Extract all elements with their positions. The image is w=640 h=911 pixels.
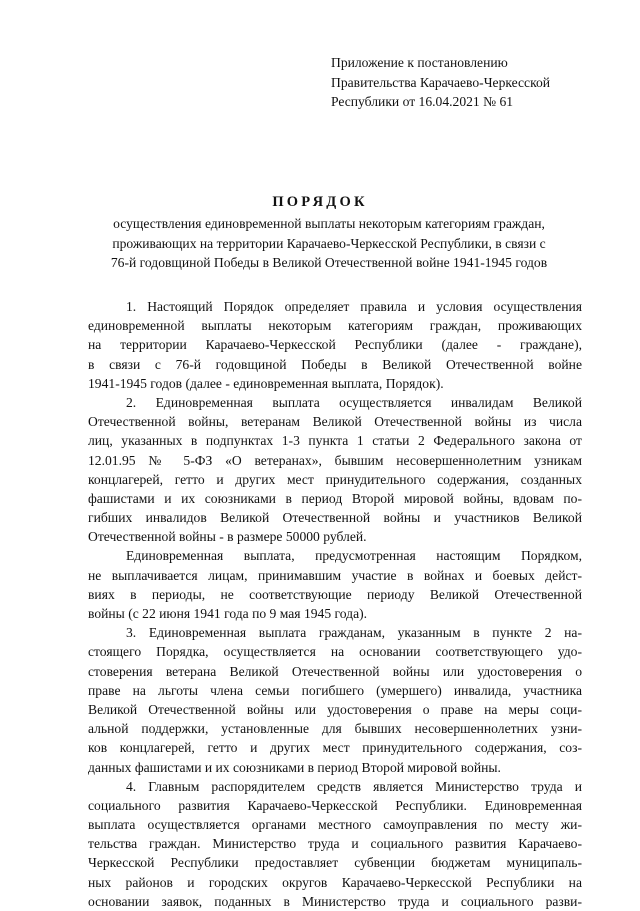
body-line: фашистами и их союзниками в период Второй мировой войны, вдовам по- (88, 490, 582, 506)
body-line: концлагерей, гетто и других мест принудительного содержания, созданных (88, 471, 582, 487)
body-line: Великой Отечественной войны или удостоверения о праве на меры соци- (88, 701, 582, 717)
document-title: ПОРЯДОК (272, 194, 368, 210)
subtitle-line: проживающих на территории Карачаево-Черкесской Республики, в связи с (112, 235, 546, 251)
document-subtitle (74, 214, 584, 273)
body-line: на территории Карачаево-Черкесской Республики (далее - граждане), (88, 337, 582, 353)
subtitle-line: осуществления единовременной выплаты некоторым категориям граждан, (113, 216, 545, 231)
body-line: 3. Единовременная выплата гражданам, указанным в пункте 2 на- (126, 625, 582, 641)
body-line: социального развития Карачаево-Черкесской Республики. Единовременная (88, 797, 582, 813)
subtitle-line: 76-й годовщиной Победы в Великой Отечественной войне 1941-1945 годов (110, 255, 548, 270)
appendix-line: Правительства Карачаево-Черкесской (331, 74, 551, 90)
body-line: Черкесской Республики предоставляет субвенции бюджетам муниципаль- (88, 855, 582, 871)
body-line: Отечественной войны - в размере 50000 рублей. (88, 529, 367, 545)
body-line: стоверения ветерана Великой Отечественной войны или удостоверения о (88, 663, 582, 679)
appendix-note (331, 53, 621, 112)
body-line: не выплачивается лицам, принимавшим участие в войнах и боевых дейст- (88, 567, 582, 583)
body-line: 1. Настоящий Порядок определяет правила и условия осуществления (126, 299, 582, 314)
body-line: в связи с 76-й годовщиной Победы в Великой Отечественной войне (88, 356, 582, 372)
body-line: 1941-1945 годов (далее - единовременная выплата, Порядок). (88, 375, 444, 391)
body-line: тельства граждан. Министерство труда и социального развития Карачаево- (88, 836, 582, 852)
body-line: альной поддержки, установленные для бывших несовершеннолетних узни- (88, 721, 582, 737)
document-body (88, 297, 582, 911)
body-line: виях в периоды, не соответствующие периоду Великой Отечественной (88, 586, 582, 602)
appendix-line: Республики от 16.04.2021 № 61 (331, 94, 514, 109)
body-line: праве на льготы члена семьи погибшего (умершего) инвалида, участника (88, 682, 582, 698)
body-line: стоящего Порядка, осуществляется на основании соответствующего удо- (88, 644, 582, 660)
body-line: Единовременная выплата, предусмотренная настоящим Порядком, (126, 548, 582, 564)
body-line: ных районов и городских округов Карачаево-Черкесской Республики на (88, 874, 582, 890)
body-line: основании заявок, поданных в Министерство труда и социального разви- (88, 893, 582, 909)
appendix-line: Приложение к постановлению (331, 55, 508, 70)
body-line: 4. Главным распорядителем средств является Министерство труда и (126, 778, 582, 794)
body-line: Отечественной войны, ветеранам Великой Отечественной войны из числа (88, 414, 582, 430)
body-line: гибших инвалидов Великой Отечественной войны и участников Великой (88, 510, 582, 526)
body-line: ков концлагерей, гетто и других мест принудительного содержания, соз- (88, 740, 582, 756)
body-line: данных фашистами и их союзниками в период Второй мировой войны. (88, 759, 501, 775)
body-line: 2. Единовременная выплата осуществляется инвалидам Великой (126, 394, 582, 410)
body-line: 12.01.95 № 5-ФЗ «О ветеранах», бывшим несовершеннолетним узникам (88, 452, 582, 468)
body-line: лиц, указанных в подпунктах 1-3 пункта 1 статьи 2 Федерального закона от (88, 433, 582, 449)
body-line: единовременной выплаты некоторым категориям граждан, проживающих (88, 318, 582, 334)
body-line: выплата осуществляется органами местного самоуправления по месту жи- (88, 817, 582, 833)
body-line: войны (с 22 июня 1941 года по 9 мая 1945 года). (88, 606, 368, 621)
